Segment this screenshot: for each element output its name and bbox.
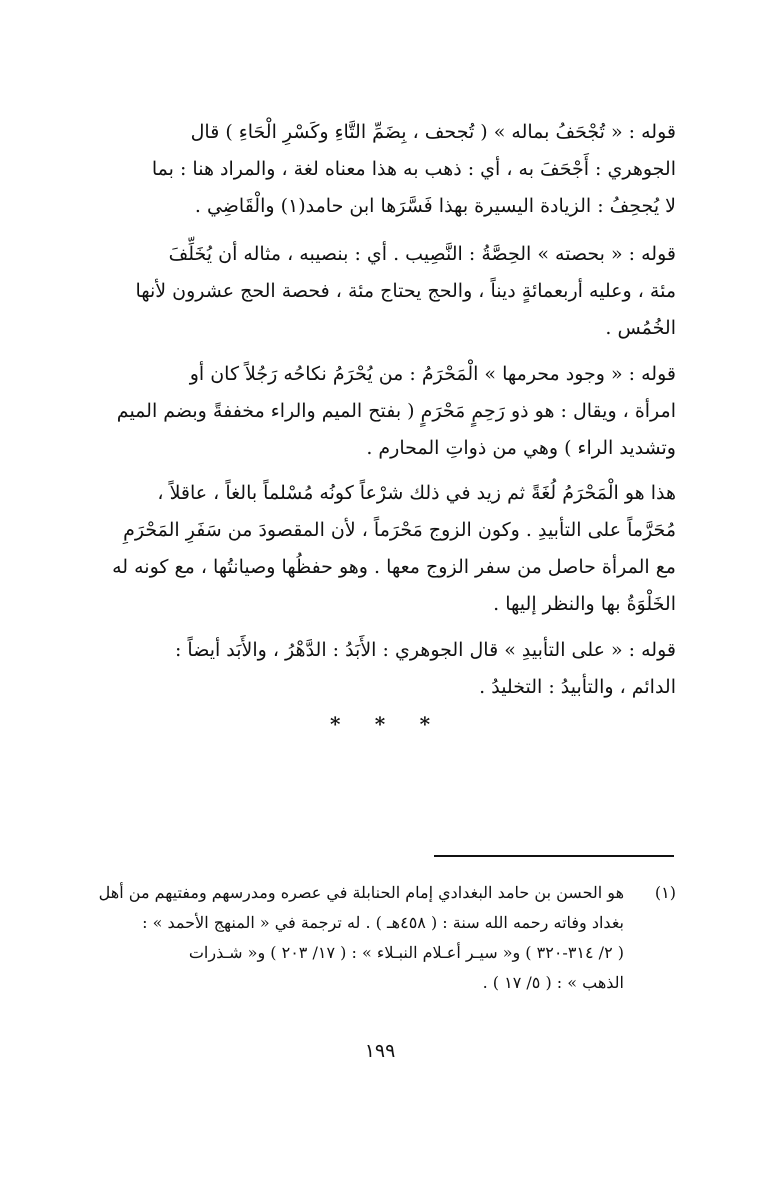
page-number: ١٩٩ xyxy=(364,1040,396,1062)
footnote-line: الذهب » : ( ٥/ ١٧ ) . xyxy=(482,973,624,992)
text-line: هذا هو الْمَحْرَمُ لُغَةً ثم زيد في ذلك شرْعاً كونُه مُسْلماً بالغاً ، عاقلاً ، xyxy=(157,482,676,504)
text-line: قوله : « وجود محرمها » الْمَحْرَمُ : من يُحْرَمُ نكاحُه رَجُلاً كان أو xyxy=(189,363,676,385)
paragraph-hissa xyxy=(92,236,676,347)
text-line: مع المرأة حاصل من سفر الزوج معها . وهو حفظُها وصيانتُها ، مع كونه له xyxy=(112,556,676,578)
footnote-line: ( ٢/ ٣١٤-٣٢٠ ) و« سيـر أعـلام النبـلاء » : ( ١٧/ ٢٠٣ ) و« شـذرات xyxy=(188,943,624,962)
paragraph-mahram xyxy=(92,356,676,467)
text-line: مئة ، وعليه أربعمائةٍ ديناً ، والحج يحتاج مئة ، فحصة الحج عشرون لأنها xyxy=(135,280,676,302)
text-line: الدائم ، والتأبيدُ : التخليدُ . xyxy=(479,676,676,698)
footnote-line: بغداد وفاته رحمه الله سنة : ( ٤٥٨هـ ) . له ترجمة في « المنهج الأحمد » : xyxy=(142,913,624,932)
separator-star: * xyxy=(329,712,341,736)
text-line: الجوهري : أَجْحَفَ به ، أي : ذهب به هذا معناه لغة ، والمراد هنا : بما xyxy=(151,158,676,180)
footnote-number: (١) xyxy=(654,883,676,902)
paragraph-tabid xyxy=(92,632,676,706)
text-line: لا يُجحِفُ : الزيادة اليسيرة بهذا فَسَّرَها ابن حامد(١) والْقَاضِي . xyxy=(194,195,676,217)
separator-star: * xyxy=(419,712,431,736)
footnote xyxy=(92,878,676,998)
section-separator xyxy=(0,712,760,736)
separator-star: * xyxy=(374,712,386,736)
paragraph-tujhaf xyxy=(92,114,676,225)
paragraph-mahram-definition xyxy=(92,475,676,623)
footnote-divider xyxy=(434,855,674,857)
footnote-line: هو الحسن بن حامد البغدادي إمام الحنابلة في عصره ومدرسهم ومفتيهم من أهل xyxy=(98,883,624,902)
text-line: امرأة ، ويقال : هو ذو رَحِمٍ مَحْرَمٍ ( بفتح الميم والراء مخففةً وبضم الميم xyxy=(116,400,676,422)
text-line: الخُمُس . xyxy=(605,317,676,339)
text-line: الخَلْوَةُ بها والنظر إليها . xyxy=(493,593,676,615)
text-line: قوله : « تُجْحَفُ بماله » ( تُجحف ، بِضَمِّ التَّاءِ وكَسْرِ الْحَاءِ ) قال xyxy=(190,121,676,143)
text-line: مُحَرَّماً على التأبيدِ . وكون الزوج مَحْرَماً ، لأن المقصودَ من سَفَرِ المَحْرَمِ xyxy=(123,519,676,541)
text-line: وتشديد الراء ) وهي من ذواتِ المحارم . xyxy=(366,437,676,459)
text-line: قوله : « على التأبيدِ » قال الجوهري : الأَبَدُ : الدَّهْرُ ، والأَبَد أيضاً : xyxy=(174,639,676,661)
text-line: قوله : « بحصته » الحِصَّةُ : النَّصِيب . أي : بنصيبه ، مثاله أن يُخَلِّفَ xyxy=(168,243,676,265)
